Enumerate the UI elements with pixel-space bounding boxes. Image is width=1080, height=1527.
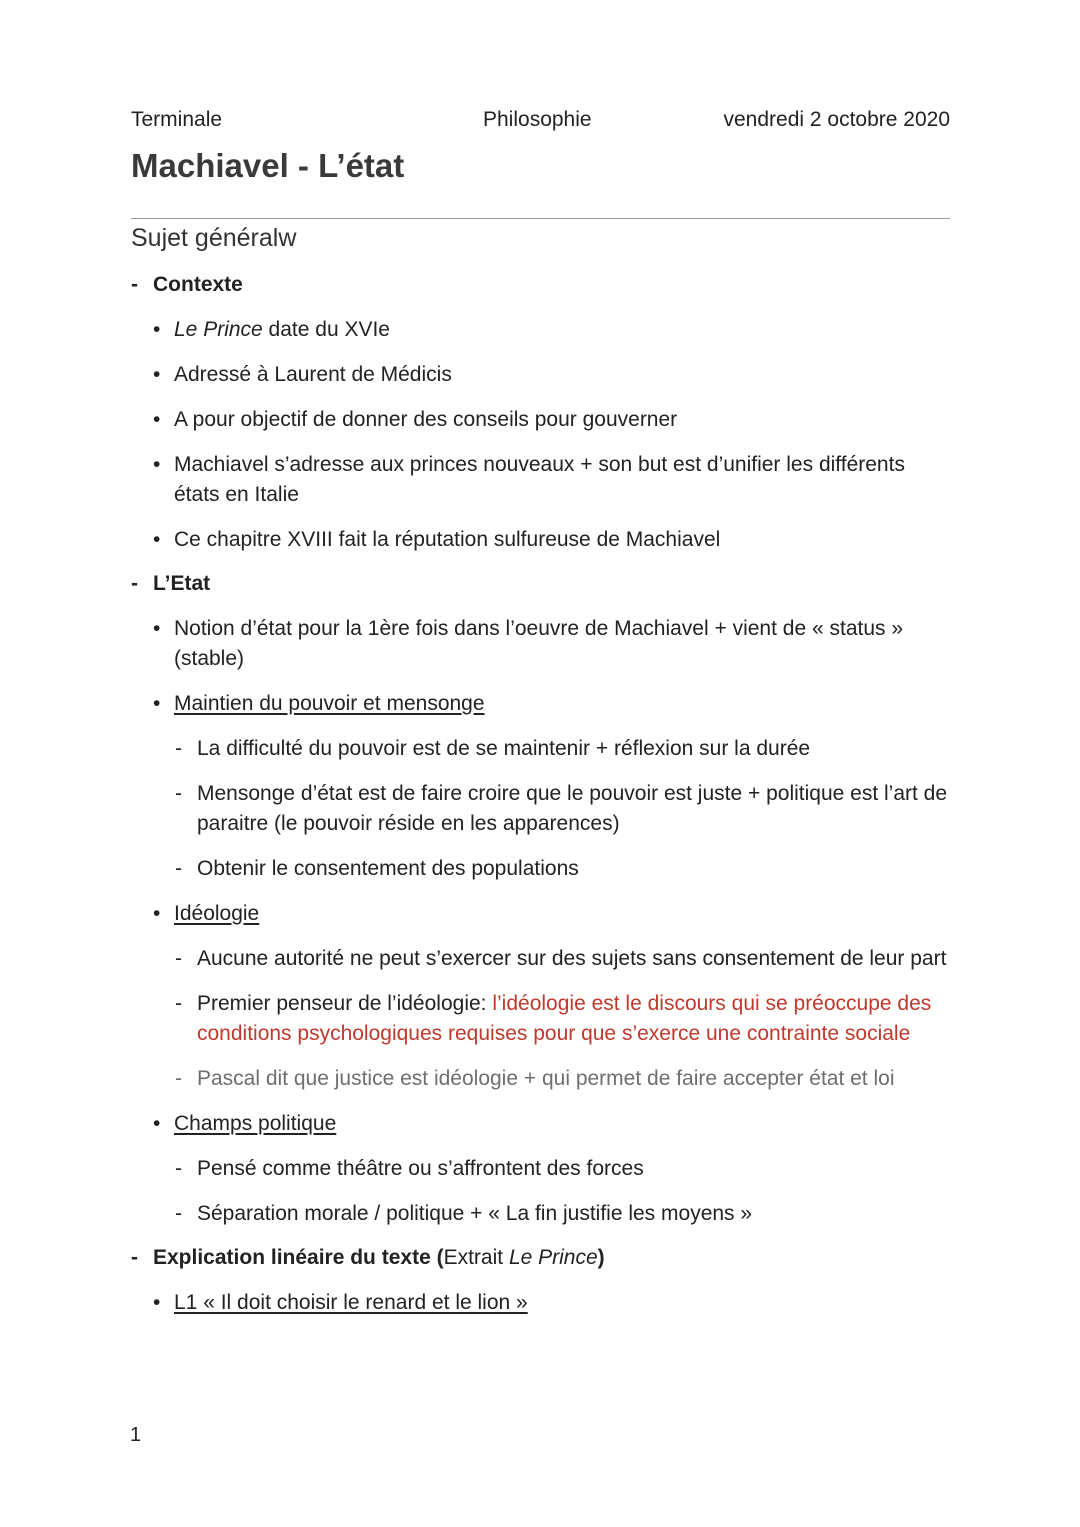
header-subject: Philosophie bbox=[483, 108, 592, 131]
section-explication bbox=[131, 1243, 950, 1318]
list-item bbox=[153, 360, 950, 390]
bullet-icon: • bbox=[153, 617, 161, 640]
document-body bbox=[131, 270, 950, 1332]
section-heading-text: Explication linéaire du texte bbox=[153, 1246, 431, 1269]
section-heading bbox=[131, 270, 950, 300]
sublist-wrapper bbox=[153, 944, 950, 1094]
page-number: 1 bbox=[130, 1424, 142, 1446]
bullet-icon: • bbox=[153, 318, 161, 341]
list-item bbox=[153, 450, 950, 510]
item-text: Pensé comme théâtre ou s’affrontent des forces bbox=[197, 1157, 644, 1180]
bullet-icon: • bbox=[153, 453, 161, 476]
section-etat bbox=[131, 569, 950, 1229]
subheading-ideologie: Idéologie bbox=[174, 902, 260, 925]
bullet-list bbox=[153, 1288, 950, 1318]
dash-marker: - bbox=[131, 273, 138, 296]
item-text: Séparation morale / politique + « La fin justifie les moyens » bbox=[197, 1202, 753, 1225]
bullet-icon: • bbox=[153, 1112, 161, 1135]
bullet-icon: • bbox=[153, 902, 161, 925]
subheading-l1: L1 « Il doit choisir le renard et le lion » bbox=[174, 1291, 528, 1314]
subheading-maintien: Maintien du pouvoir et mensonge bbox=[174, 692, 485, 715]
definition-highlight: l’idéologie est le discours qui se préoccupe des conditions psychologiques requises pour que s’exerce une contrainte sociale bbox=[197, 992, 932, 1045]
bullet-icon: • bbox=[153, 692, 161, 715]
dash-marker: - bbox=[175, 1157, 182, 1180]
page-subtitle: Sujet généralw bbox=[131, 224, 297, 252]
book-title: Le Prince bbox=[508, 1246, 598, 1269]
list-item bbox=[153, 614, 950, 674]
section-contexte bbox=[131, 270, 950, 555]
list-item bbox=[153, 315, 950, 345]
item-text: A pour objectif de donner des conseils pour gouverner bbox=[174, 408, 678, 431]
bullet-icon: • bbox=[153, 528, 161, 551]
bullet-list bbox=[153, 614, 950, 1229]
dash-marker: - bbox=[175, 857, 182, 880]
section-heading bbox=[131, 1243, 950, 1273]
dash-marker: - bbox=[175, 947, 182, 970]
list-item bbox=[153, 405, 950, 435]
subheading-champs: Champs politique bbox=[174, 1112, 337, 1135]
header-level: Terminale bbox=[131, 108, 223, 131]
list-item bbox=[175, 989, 950, 1049]
sublist-wrapper bbox=[153, 734, 950, 884]
list-item bbox=[153, 1109, 950, 1139]
item-text: Pascal dit que justice est idéologie + qui permet de faire accepter état et loi bbox=[197, 1067, 895, 1090]
section-heading bbox=[131, 569, 950, 599]
sublist-wrapper bbox=[153, 1154, 950, 1229]
list-item bbox=[175, 734, 950, 764]
header-date: vendredi 2 octobre 2020 bbox=[723, 108, 950, 131]
item-text: date du XVIe bbox=[262, 318, 390, 341]
item-text: Machiavel s’adresse aux princes nouveaux + son but est d’unifier les différents états en Italie bbox=[174, 453, 905, 506]
dash-marker: - bbox=[175, 1067, 182, 1090]
item-text: Adressé à Laurent de Médicis bbox=[174, 363, 452, 386]
list-item bbox=[175, 854, 950, 884]
list-item bbox=[175, 779, 950, 839]
dash-marker: - bbox=[175, 782, 182, 805]
item-text: Premier penseur de l’idéologie: bbox=[197, 992, 493, 1015]
dash-marker: - bbox=[131, 572, 138, 595]
dash-marker: - bbox=[131, 1246, 138, 1269]
dash-marker: - bbox=[175, 1202, 182, 1225]
section-heading-text: Contexte bbox=[153, 273, 243, 296]
dash-marker: - bbox=[175, 992, 182, 1015]
item-text: La difficulté du pouvoir est de se maintenir + réflexion sur la durée bbox=[197, 737, 811, 760]
list-item bbox=[175, 1199, 950, 1229]
section-heading-text: L’Etat bbox=[153, 572, 211, 595]
dash-list bbox=[153, 944, 950, 1094]
paren-close: ) bbox=[597, 1246, 605, 1269]
item-text: Obtenir le consentement des populations bbox=[197, 857, 579, 880]
bullet-icon: • bbox=[153, 408, 161, 431]
dash-list bbox=[153, 734, 950, 884]
book-title: Le Prince bbox=[174, 318, 263, 341]
list-item bbox=[175, 1064, 950, 1094]
bullet-icon: • bbox=[153, 363, 161, 386]
list-item bbox=[153, 899, 950, 929]
list-item bbox=[175, 944, 950, 974]
list-item bbox=[153, 689, 950, 719]
item-text: Ce chapitre XVIII fait la réputation sulfureuse de Machiavel bbox=[174, 528, 721, 551]
page-header bbox=[131, 108, 950, 136]
bullet-list bbox=[153, 315, 950, 555]
list-item bbox=[153, 1288, 950, 1318]
page-title: Machiavel - L’état bbox=[131, 147, 405, 184]
dash-marker: - bbox=[175, 737, 182, 760]
bullet-icon: • bbox=[153, 1291, 161, 1314]
title-divider bbox=[131, 218, 950, 219]
item-text: Mensonge d’état est de faire croire que le pouvoir est juste + politique est l’art de paraitre (le pouvoir réside en les apparences) bbox=[197, 782, 948, 835]
dash-list bbox=[153, 1154, 950, 1229]
list-item bbox=[175, 1154, 950, 1184]
extrait-label: Extrait bbox=[443, 1246, 509, 1269]
paren-open: ( bbox=[430, 1246, 444, 1269]
item-text: Aucune autorité ne peut s’exercer sur des sujets sans consentement de leur part bbox=[197, 947, 947, 970]
list-item bbox=[153, 525, 950, 555]
item-text: Notion d’état pour la 1ère fois dans l’oeuvre de Machiavel + vient de « status » (stable) bbox=[174, 617, 904, 670]
